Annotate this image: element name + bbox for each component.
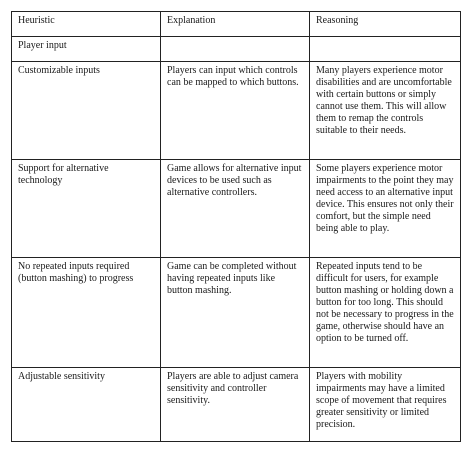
explanation-cell: Players are able to adjust camera sensitivity and controller sensitivity. (161, 368, 310, 442)
section-empty-cell (161, 37, 310, 62)
reasoning-cell: Many players experience motor disabilities and are uncomfortable with certain buttons or simply cannot use them. This will allow them to remap the controls suitable to their needs. (310, 62, 461, 160)
heuristic-cell: Adjustable sensitivity (12, 368, 161, 442)
explanation-cell: Players can input which controls can be mapped to which buttons. (161, 62, 310, 160)
section-row (12, 37, 461, 62)
explanation-cell: Game allows for alternative input devices to be used such as alternative controllers. (161, 160, 310, 258)
section-empty-cell (310, 37, 461, 62)
reasoning-cell: Some players experience motor impairments to the point they may need access to an alternative input device. This ensures not only their comfort, but the simple need being able to play. (310, 160, 461, 258)
table-row (12, 160, 461, 258)
heuristic-cell: Customizable inputs (12, 62, 161, 160)
table-row (12, 258, 461, 368)
reasoning-cell: Repeated inputs tend to be difficult for users, for example button mashing or holding down a button for too long. This should not be necessary to progress in the game, otherwise should have an option to be turned off. (310, 258, 461, 368)
table-row (12, 62, 461, 160)
table-row (12, 368, 461, 442)
reasoning-cell: Players with mobility impairments may have a limited scope of movement that requires greater sensitivity or limited precision. (310, 368, 461, 442)
explanation-cell: Game can be completed without having repeated inputs like button mashing. (161, 258, 310, 368)
header-explanation: Explanation (161, 12, 310, 37)
table-header-row (12, 12, 461, 37)
header-reasoning: Reasoning (310, 12, 461, 37)
header-heuristic: Heuristic (12, 12, 161, 37)
section-title: Player input (12, 37, 161, 62)
heuristic-cell: Support for alternative technology (12, 160, 161, 258)
heuristic-cell: No repeated inputs required (button mashing) to progress (12, 258, 161, 368)
heuristics-table (11, 11, 461, 442)
